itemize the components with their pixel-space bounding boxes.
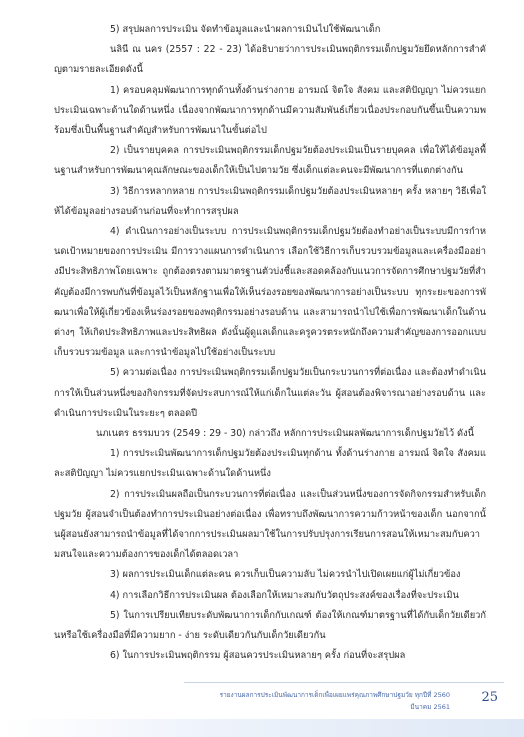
footer-date: มีนาคม 2561 (410, 703, 450, 711)
paragraph-assessment-1: 1) การประเมินพัฒนาการเด็กปฐมวัยต้องประเมินทุกด้าน ทั้งด้านร่างกาย อารมณ์ จิตใจ สังคมและสติปัญญา ไม่ควรแยกประเมินเฉพาะด้านใดด้านหนึ่ง (54, 448, 486, 480)
paragraph-summary-step: 5) สรุปผลการประเมิน จัดทำข้อมูลและนำผลการเมินไปใช้พัฒนาเด็ก (110, 24, 381, 35)
footer-decoration (0, 719, 524, 737)
paragraph-assessment-4: 4) การเลือกวิธีการประเมินผล ต้องเลือกให้เหมาะสมกับวัตถุประสงค์ของเรื่องที่จะประเมิน (110, 589, 459, 601)
paragraph-assessment-5: 5) ในการเปรียบเทียบระดับพัฒนาการเด็กกับเกณฑ์ ต้องให้เกณฑ์มาตรฐานที่ได้กับเด็กวัยเดียวกันหรือใช้เครื่องมือที่มีความยาก - ง่าย ระดับเดียวกันกับเด็กวัยเดียวกัน (54, 609, 486, 642)
footer-divider (184, 682, 504, 683)
paragraph-assessment-6: 6) ในการประเมินพฤติกรรม ผู้สอนควรประเมินหลายๆ ครั้ง ก่อนที่จะสรุปผล (110, 650, 406, 662)
paragraph-principle-1: 1) ครอบคลุมพัฒนาการทุกด้านทั้งด้านร่างกาย อารมณ์ จิตใจ สังคม และสติปัญญา ไม่ควรแยกประเมินเฉพาะด้านใดด้านหนึ่ง เนื่องจากพัฒนาการทุกด้านมีความสัมพันธ์เกี่ยวเนื่องประกอบกันขึ้นเป็นความพร้อมซึ่งเป็นพื้นฐานสำคัญสำหรับการพัฒนาในขั้นต่อไป (54, 84, 486, 137)
footer-report-title: รายงานผลการประเมินพัฒนาการเด็กเพื่อเผยแพร่คุณภาพศึกษาปฐมวัย ทุกปีที่ 2560 (219, 691, 450, 699)
paragraph-principle-3: 3) วิธีการหลากหลาย การประเมินพฤติกรรมเด็กปฐมวัยต้องประเมินหลายๆ ครั้ง หลายๆ วิธีเพื่อให้ได้ข้อมูลอย่างรอบด้านก่อนที่จะทำการสรุปผล (54, 185, 486, 217)
paragraph-assessment-2: 2) การประเมินผลถือเป็นกระบวนการที่ต่อเนื่อง และเป็นส่วนหนึ่งของการจัดกิจกรรมสำหรับเด็กปฐมวัย ผู้สอนจำเป็นต้องทำการประเมินอย่างต่อเนื่อง เพื่อทราบถึงพัฒนาการความก้าวหน้าของเด็ก นอกจากนั้นผู้สอนยังสามารถนำข้อมูลที่ได้จากการประเมินผลมาใช้ในการปรับปรุงการเรียนการสอนให้เหมาะสมกับความสนใจและความต้องการของเด็กได้ตลอดเวลา (54, 488, 486, 561)
page-number: 25 (481, 690, 498, 705)
paragraph-nalinee-intro: นลินี ณ นคร (2557 : 22 - 23) ได้อธิบายว่าการประเมินพฤติกรรมเด็กปฐมวัยยึดหลักการสำคัญตามรายละเอียดดังนี้ (54, 44, 486, 76)
body-text (54, 20, 486, 667)
paragraph-principle-5: 5) ความต่อเนื่อง การประเมินพฤติกรรมเด็กปฐมวัยเป็นกระบวนการที่ต่อเนื่อง และต้องทำดำเนินการให้เป็นส่วนหนึ่งของกิจกรรมที่จัดประสบการณ์ให้แก่เด็กในแต่ละวัน ผู้สอนต้องพิจารณาอย่างรอบด้าน และดำเนินการประเมินในระยะๆ ตลอดปี (54, 367, 486, 419)
paragraph-noppanet-intro: นภเนตร ธรรมบวร (2549 : 29 - 30) กล่าวถึง หลักการประเมินผลพัฒนาการเด็กปฐมวัยไว้ ดังนี้ (96, 428, 474, 440)
paragraph-principle-2: 2) เป็นรายบุคคล การประเมินพฤติกรรมเด็กปฐมวัยต้องประเมินเป็นรายบุคคล เพื่อให้ได้ข้อมูลพื้นฐานสำหรับการพัฒนาคุณลักษณะของเด็กให้เป็นไปตามวัย ซึ่งเด็กแต่ละคนจะมีพัฒนาการที่แตกต่างกัน (54, 145, 486, 177)
paragraph-principle-4: 4) ดำเนินการอย่างเป็นระบบ การประเมินพฤติกรรมเด็กปฐมวัยต้องทำอย่างเป็นระบบมีการกำหนดเป้าหมายของการประเมิน มีการวางแผนการดำเนินการ เลือกใช้วิธีการเก็บรวบรวมข้อมูลและเครื่องมืออย่างมีประสิทธิภาพโดยเฉพาะ ถูกต้องตรงตามมาตรฐานตัวบ่งชี้และสอดคล้องกับแนวการจัดการศึกษาปฐมวัยที่สำคัญต้องมีการพบกันที่ข้อมูลไว้เป็นหลักฐานเพื่อให้เห็นร่องรอยของพัฒนาการอย่างเป็นระบบ ทุกระยะของการพัฒนาเพื่อให้ผู้เกี่ยวข้องเห็นร่องรอยของพฤติกรรมอย่างรอบด้าน และสามารถนำไปใช้เพื่อการพัฒนาเด็กในด้านต่างๆ ให้เกิดประสิทธิภาพและประสิทธิผล ดังนั้นผู้ดูแลเด็กและครูควรตระหนักถึงความสำคัญของการออกแบบเก็บรวบรวมข้อมูล และการนำข้อมูลไปใช้อย่างเป็นระบบ (54, 226, 486, 359)
paragraph-assessment-3: 3) ผลการประเมินเด็กแต่ละคน ควรเก็บเป็นความลับ ไม่ควรนำไปเปิดเผยแก่ผู้ไม่เกี่ยวข้อง (110, 569, 461, 581)
